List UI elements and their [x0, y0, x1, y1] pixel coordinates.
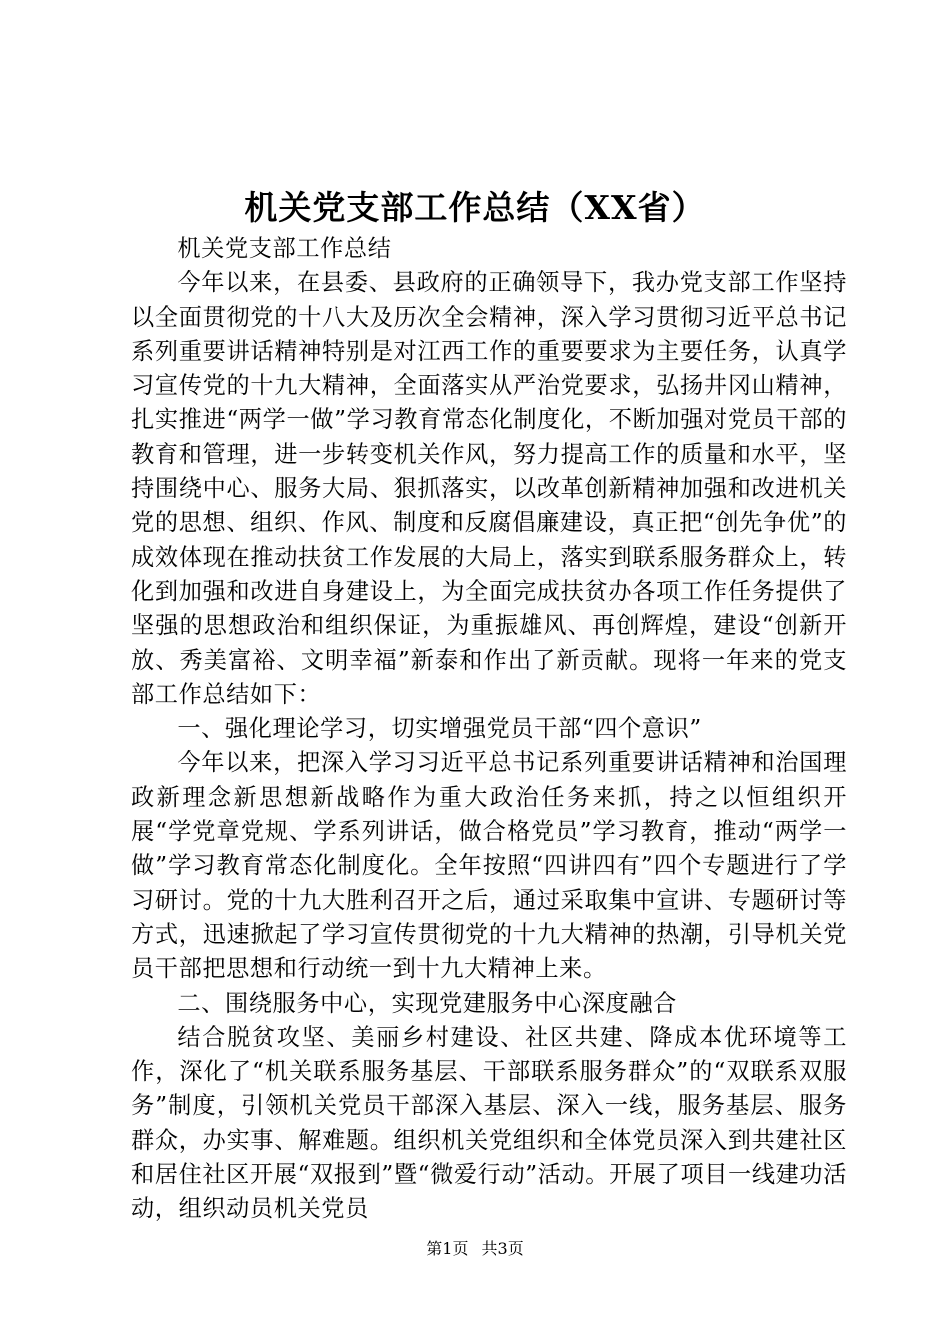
body-paragraph: 今年以来，把深入学习习近平总书记系列重要讲话精神和治国理政新理念新思想新战略作为重大政治任务来抓，持之以恒组织开展“学党章党规、学系列讲话，做合格党员”学习教育，推动“两学一做”学习教育常态化制度化。全年按照“四讲四有”四个专题进行了学习研讨。党的十九大胜利召开之后，通过采取集中宣讲、专题研讨等方式，迅速掀起了学习宣传贯彻党的十九大精神的热潮，引导机关党员干部把思想和行动统一到十九大精神上来。	[131, 749, 847, 983]
section-heading: 一、强化理论学习，切实增强党员干部“四个意识”	[177, 715, 702, 743]
page-total: 共3页	[481, 1239, 524, 1258]
subtitle-paragraph: 机关党支部工作总结	[177, 235, 392, 262]
document-body	[131, 232, 847, 1227]
section-heading: 二、围绕服务中心，实现党建服务中心深度融合	[177, 989, 677, 1017]
body-paragraph: 今年以来，在县委、县政府的正确领导下，我办党支部工作坚持以全面贯彻党的十八大及历次全会精神，深入学习贯彻习近平总书记系列重要讲话精神特别是对江西工作的重要要求为主要任务，认真学习宣传党的十九大精神，全面落实从严治党要求，弘扬井冈山精神，扎实推进“两学一做”学习教育常态化制度化，不断加强对党员干部的教育和管理，进一步转变机关作风，努力提高工作的质量和水平，坚持围绕中心、服务大局、狠抓落实，以改革创新精神加强和改进机关党的思想、组织、作风、制度和反腐倡廉建设，真正把“创先争优”的成效体现在推动扶贫工作发展的大局上，落实到联系服务群众上，转化到加强和改进自身建设上，为全面完成扶贫办各项工作任务提供了坚强的思想政治和组织保证，为重振雄风、再创辉煌，建设“创新开放、秀美富裕、文明幸福”新泰和作出了新贡献。现将一年来的党支部工作总结如下：	[131, 269, 847, 708]
document-title: 机关党支部工作总结（XX省）	[244, 188, 706, 227]
page-number: 第1页	[426, 1239, 469, 1258]
page-footer	[0, 1238, 950, 1260]
body-paragraph: 结合脱贫攻坚、美丽乡村建设、社区共建、降成本优环境等工作，深化了“机关联系服务基层、干部联系服务群众”的“双联系双服务”制度，引领机关党员干部深入基层、深入一线，服务基层、服务群众，办实事、解难题。组织机关党组织和全体党员深入到共建社区和居住社区开展“双报到”暨“微爱行动”活动。开展了项目一线建功活动，组织动员机关党员	[131, 1023, 847, 1223]
